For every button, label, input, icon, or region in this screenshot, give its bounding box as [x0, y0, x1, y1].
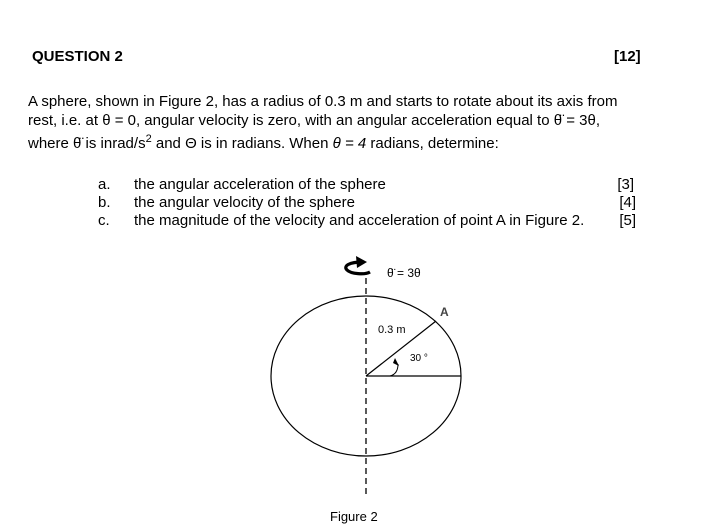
- rotation-arrow-icon: [346, 256, 370, 274]
- item-a-text: the angular acceleration of the sphere: [134, 176, 386, 193]
- angle-arc-arrowhead: [393, 358, 399, 366]
- paragraph-line-2: rest, i.e. at θ = 0, angular velocity is zero, with an angular acceleration equal to θ̈ = 3θ,: [28, 112, 600, 129]
- paragraph-line-3-part-b: and Θ is in radians. When: [151, 135, 333, 152]
- theta-value: θ = 4: [332, 135, 367, 152]
- item-a-marks: [3]: [617, 176, 634, 193]
- radius-label: 0.3 m: [378, 324, 406, 336]
- paragraph-line-3-part-a: where θ̈ is in: [28, 135, 113, 152]
- item-c-text: the magnitude of the velocity and acceleration of point A in Figure 2.: [134, 212, 585, 229]
- unit-exponent: 2: [145, 133, 152, 145]
- point-a-label: A: [440, 305, 449, 319]
- question-title: QUESTION 2: [32, 48, 123, 65]
- item-b-text: the angular velocity of the sphere: [134, 194, 355, 211]
- paragraph-line-3-part-c: radians, determine:: [366, 135, 499, 152]
- item-a-letter: a.: [98, 176, 111, 193]
- angle-label: 30 °: [410, 353, 428, 364]
- item-b-marks: [4]: [619, 194, 636, 211]
- angular-acceleration-label: θ̈ = 3θ: [387, 266, 421, 280]
- paragraph-line-1: A sphere, shown in Figure 2, has a radius of 0.3 m and starts to rotate about its axis from: [28, 93, 618, 110]
- angle-arc: [390, 364, 398, 376]
- question-total-marks: [12]: [614, 48, 641, 65]
- figure-caption: Figure 2: [330, 509, 378, 524]
- item-c-letter: c.: [98, 212, 110, 229]
- unit-rad-per-s: rad/s: [112, 135, 146, 152]
- item-c-marks: [5]: [619, 212, 636, 229]
- item-b-letter: b.: [98, 194, 111, 211]
